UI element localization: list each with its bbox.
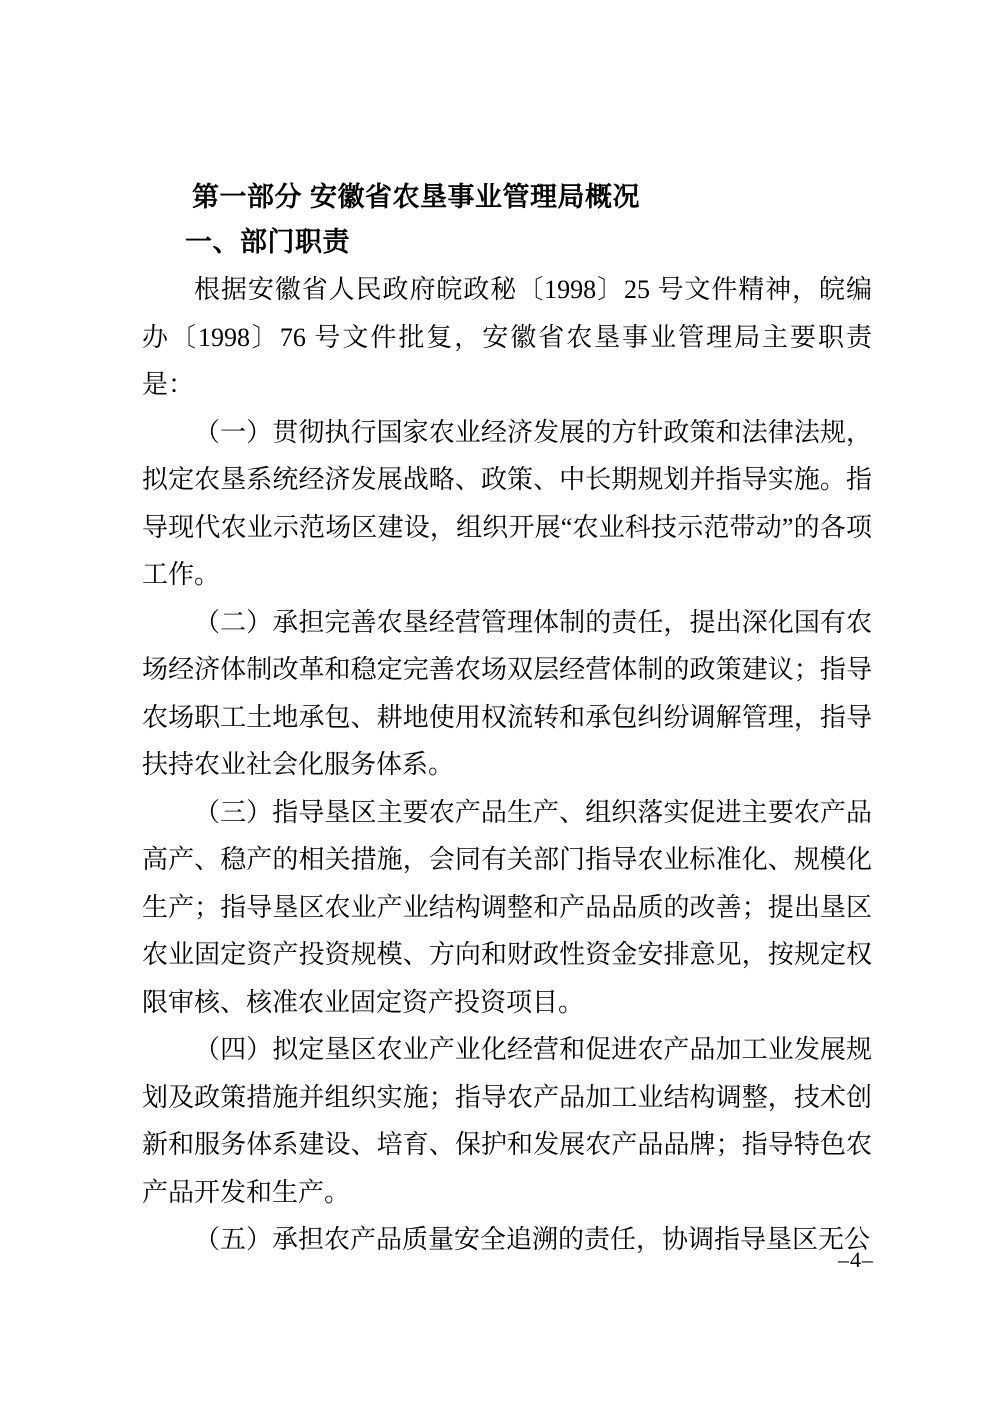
paragraph-duty-4: （四）拟定垦区农业产业化经营和促进农产品加工业发展规划及政策措施并组织实施；指导农产品加工业结构调整，技术创新和服务体系建设、培育、保护和发展农产品品牌；指导特色农产品开发和生产。 [142,1035,872,1207]
part-title: 第一部分 安徽省农垦事业管理局概况 [192,182,641,212]
paragraph-duty-3: （三）指导垦区主要农产品生产、组织落实促进主要农产品高产、稳产的相关措施，会同有关部门指导农业标准化、规模化生产；指导垦区农业产业结构调整和产品品质的改善；提出垦区农业固定资产投资规模、方向和财政性资金安排意见，按规定权限审核、核准农业固定资产投资项目。 [142,797,872,1017]
page-number: –4– [838,1247,874,1272]
paragraph-intro: 根据安徽省人民政府皖政秘〔1998〕25 号文件精神，皖编办〔1998〕76 号文件批复，安徽省农垦事业管理局主要职责是： [142,275,872,399]
document-body [142,266,872,1264]
paragraph-duty-5: （五）承担农产品质量安全追溯的责任，协调指导垦区无公 [194,1225,871,1254]
paragraph-duty-2: （二）承担完善农垦经营管理体制的责任，提出深化国有农场经济体制改革和稳定完善农场双层经营体制的政策建议；指导农场职工土地承包、耕地使用权流转和承包纠纷调解管理，指导扶持农业社会化服务体系。 [142,607,872,779]
section-heading: 一、部门职责 [185,227,350,257]
paragraph-duty-1: （一）贯彻执行国家农业经济发展的方针政策和法律法规，拟定农垦系统经济发展战略、政策、中长期规划并指导实施。指导现代农业示范场区建设，组织开展“农业科技示范带动”的各项工作。 [142,417,872,589]
